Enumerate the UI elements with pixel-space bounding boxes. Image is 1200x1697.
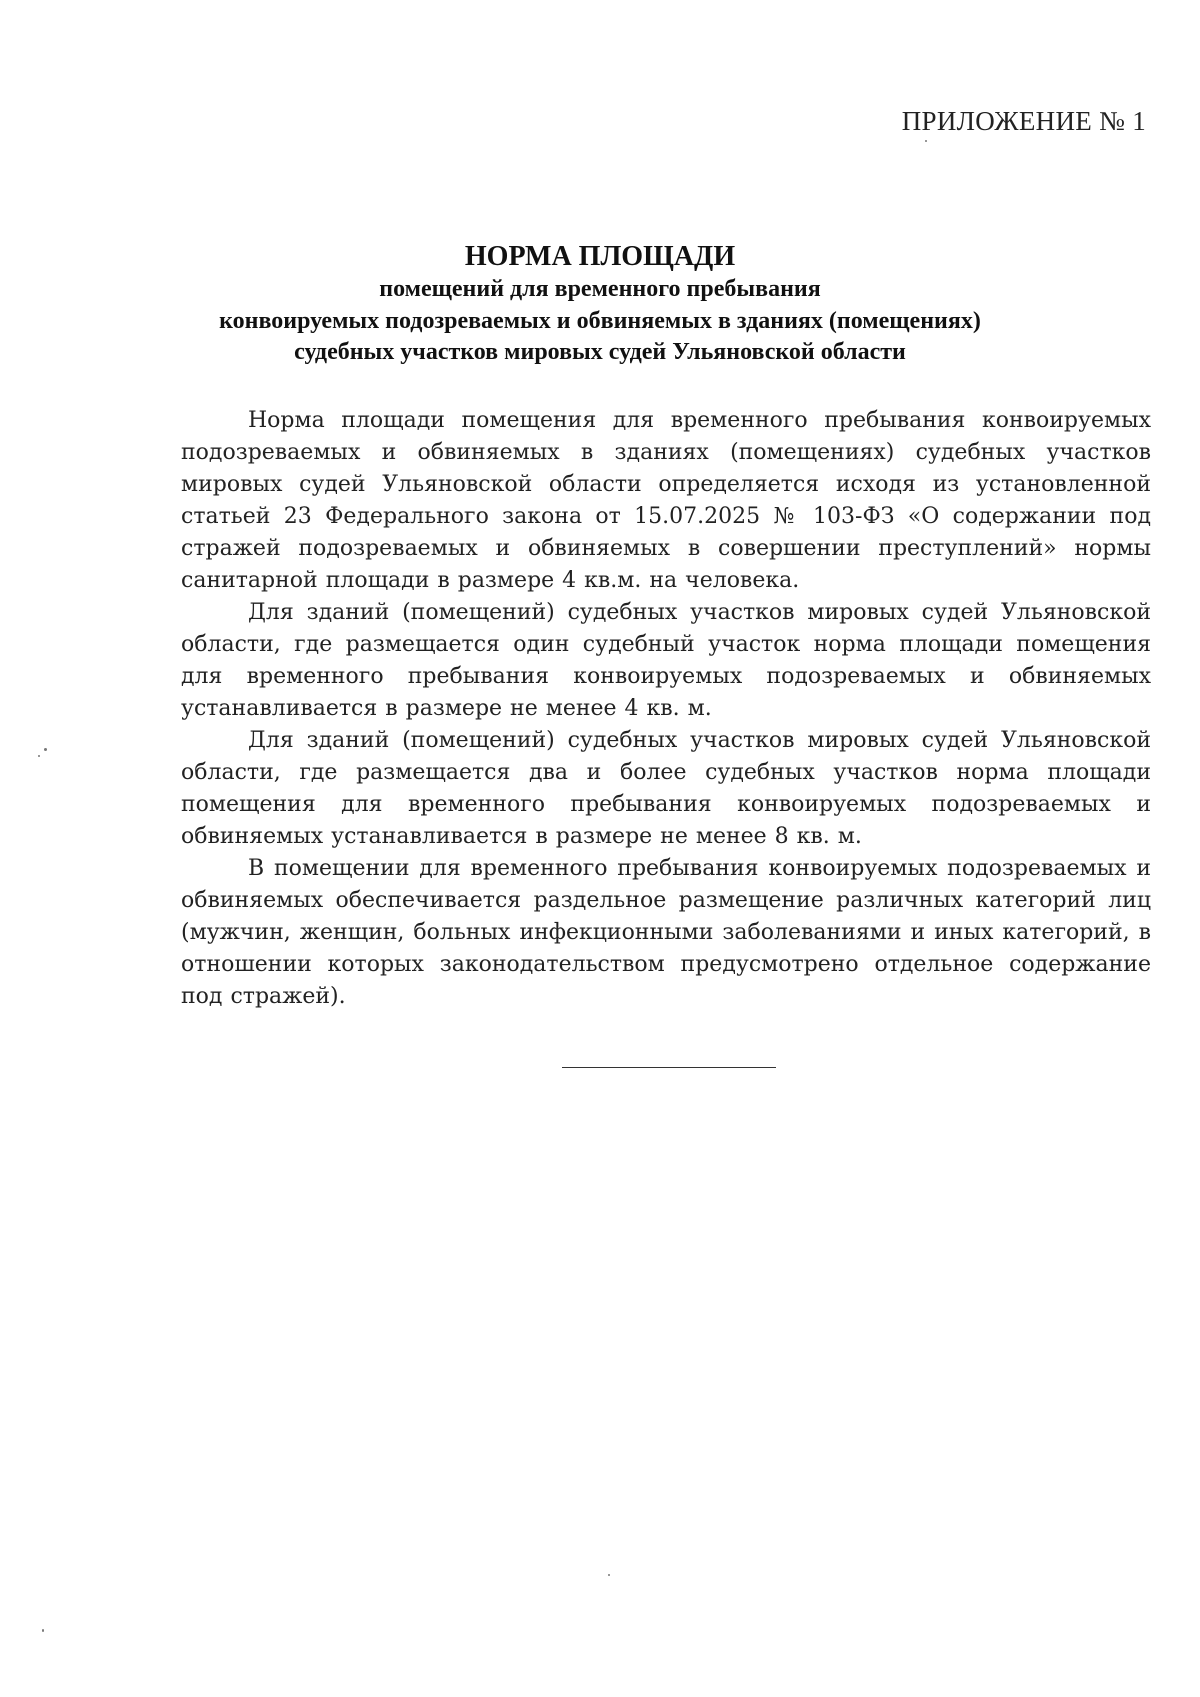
document-title: [130, 240, 1070, 369]
scan-speck: [42, 1629, 44, 1632]
title-main: НОРМА ПЛОЩАДИ: [464, 241, 736, 272]
scan-speck: [925, 140, 927, 142]
annex-label: ПРИЛОЖЕНИЕ № 1: [901, 106, 1146, 136]
scan-speck: [38, 755, 40, 757]
paragraph-4: В помещении для временного пребывания конвоируемых подозреваемых и обвиняемых обеспечивается раздельное размещение различных категорий лиц (мужчин, женщин, больных инфекционными заболеваниями и иных категорий, в отношении которых законодательством предусмотрено отдельное содержание под стражей).: [181, 856, 1151, 1009]
paragraph-1: Норма площади помещения для временного пребывания конвоируемых подозреваемых и обвиняемых в зданиях (помещениях) судебных участков мировых судей Ульяновской области определяется исходя из установленной статьей 23 Федерального закона от 15.07.2025 № 103-ФЗ «О содержании под стражей подозреваемых и обвиняемых в совершении преступлений» нормы санитарной площади в размере 4 кв.м. на человека.: [181, 408, 1151, 593]
scan-speck: [44, 748, 47, 751]
title-subtitle-line-1: помещений для временного пребывания: [379, 276, 821, 302]
scan-speck: [608, 1574, 610, 1576]
title-subtitle-line-3: судебных участков мировых судей Ульяновской области: [294, 339, 906, 365]
paragraph-2: Для зданий (помещений) судебных участков мировых судей Ульяновской области, где размещается один судебный участок норма площади помещения для временного пребывания конвоируемых подозреваемых и обвиняемых устанавливается в размере не менее 4 кв. м.: [181, 600, 1151, 721]
document-body: [181, 405, 1151, 1013]
end-separator-line: [562, 1067, 776, 1068]
title-subtitle-line-2: конвоируемых подозреваемых и обвиняемых в зданиях (помещениях): [219, 307, 981, 334]
paragraph-3: Для зданий (помещений) судебных участков мировых судей Ульяновской области, где размещается два и более судебных участков норма площади помещения для временного пребывания конвоируемых подозреваемых и обвиняемых устанавливается в размере не менее 8 кв. м.: [181, 728, 1151, 849]
